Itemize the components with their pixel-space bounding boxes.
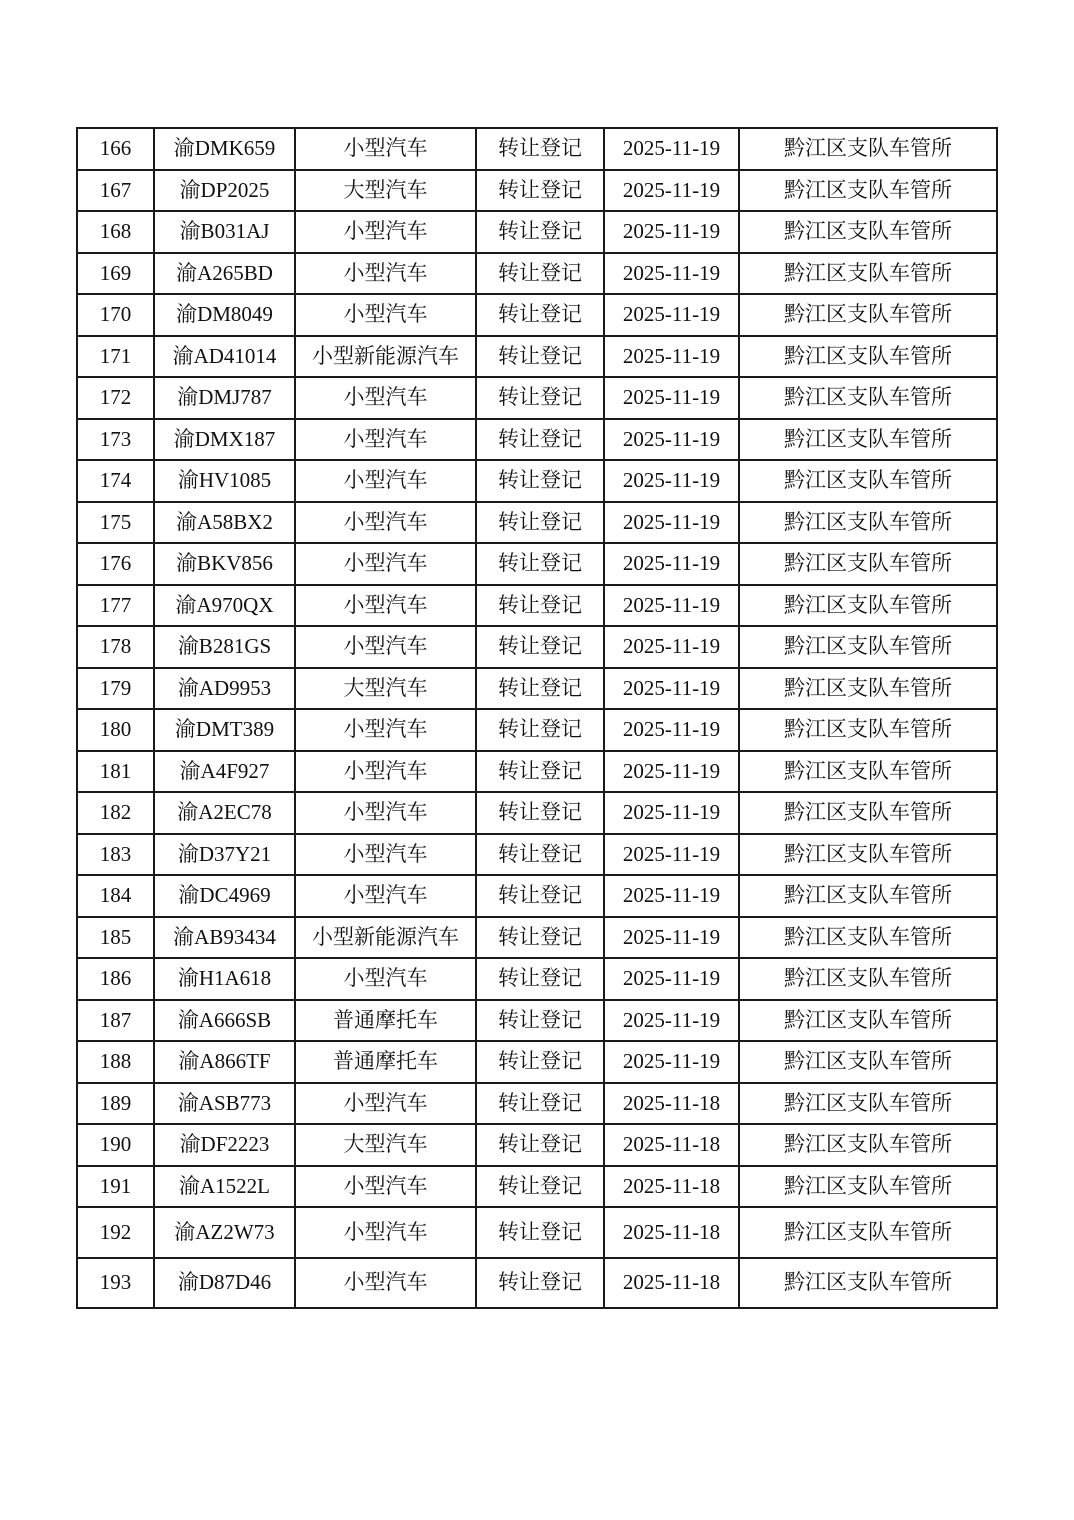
cell-plate-number: 渝HV1085 xyxy=(154,460,295,502)
cell-office: 黔江区支队车管所 xyxy=(739,626,997,668)
cell-business-type: 转让登记 xyxy=(476,875,604,917)
cell-business-type: 转让登记 xyxy=(476,626,604,668)
table-row xyxy=(77,751,997,793)
cell-business-type: 转让登记 xyxy=(476,751,604,793)
cell-date: 2025-11-19 xyxy=(604,875,739,917)
cell-vehicle-type: 小型汽车 xyxy=(295,1207,476,1258)
cell-vehicle-type: 小型汽车 xyxy=(295,128,476,170)
cell-vehicle-type: 大型汽车 xyxy=(295,170,476,212)
cell-vehicle-type: 小型汽车 xyxy=(295,834,476,876)
cell-business-type: 转让登记 xyxy=(476,958,604,1000)
cell-plate-number: 渝D87D46 xyxy=(154,1258,295,1309)
cell-office: 黔江区支队车管所 xyxy=(739,460,997,502)
cell-business-type: 转让登记 xyxy=(476,128,604,170)
cell-office: 黔江区支队车管所 xyxy=(739,377,997,419)
table-row xyxy=(77,875,997,917)
cell-business-type: 转让登记 xyxy=(476,709,604,751)
cell-vehicle-type: 小型汽车 xyxy=(295,502,476,544)
cell-office: 黔江区支队车管所 xyxy=(739,709,997,751)
cell-serial-number: 168 xyxy=(77,211,154,253)
cell-plate-number: 渝A970QX xyxy=(154,585,295,627)
cell-business-type: 转让登记 xyxy=(476,1083,604,1125)
cell-office: 黔江区支队车管所 xyxy=(739,1166,997,1208)
cell-plate-number: 渝DC4969 xyxy=(154,875,295,917)
cell-business-type: 转让登记 xyxy=(476,668,604,710)
cell-office: 黔江区支队车管所 xyxy=(739,751,997,793)
cell-plate-number: 渝AZ2W73 xyxy=(154,1207,295,1258)
table-row xyxy=(77,170,997,212)
cell-serial-number: 172 xyxy=(77,377,154,419)
cell-serial-number: 178 xyxy=(77,626,154,668)
cell-office: 黔江区支队车管所 xyxy=(739,1258,997,1309)
cell-plate-number: 渝DMJ787 xyxy=(154,377,295,419)
cell-vehicle-type: 小型汽车 xyxy=(295,377,476,419)
table-row xyxy=(77,709,997,751)
cell-plate-number: 渝DM8049 xyxy=(154,294,295,336)
cell-business-type: 转让登记 xyxy=(476,211,604,253)
cell-office: 黔江区支队车管所 xyxy=(739,419,997,461)
cell-vehicle-type: 小型汽车 xyxy=(295,958,476,1000)
cell-plate-number: 渝AB93434 xyxy=(154,917,295,959)
table-row xyxy=(77,543,997,585)
cell-office: 黔江区支队车管所 xyxy=(739,543,997,585)
cell-serial-number: 189 xyxy=(77,1083,154,1125)
cell-office: 黔江区支队车管所 xyxy=(739,211,997,253)
cell-serial-number: 191 xyxy=(77,1166,154,1208)
table-row xyxy=(77,1124,997,1166)
cell-date: 2025-11-19 xyxy=(604,253,739,295)
cell-serial-number: 187 xyxy=(77,1000,154,1042)
cell-date: 2025-11-19 xyxy=(604,751,739,793)
table-row xyxy=(77,585,997,627)
cell-serial-number: 182 xyxy=(77,792,154,834)
cell-plate-number: 渝D37Y21 xyxy=(154,834,295,876)
registration-table xyxy=(76,127,998,1309)
cell-date: 2025-11-19 xyxy=(604,128,739,170)
cell-date: 2025-11-18 xyxy=(604,1124,739,1166)
cell-business-type: 转让登记 xyxy=(476,1207,604,1258)
table-row xyxy=(77,419,997,461)
cell-business-type: 转让登记 xyxy=(476,917,604,959)
cell-business-type: 转让登记 xyxy=(476,1000,604,1042)
cell-date: 2025-11-19 xyxy=(604,709,739,751)
cell-serial-number: 184 xyxy=(77,875,154,917)
cell-vehicle-type: 小型汽车 xyxy=(295,626,476,668)
cell-business-type: 转让登记 xyxy=(476,460,604,502)
cell-vehicle-type: 小型汽车 xyxy=(295,1258,476,1309)
cell-vehicle-type: 小型汽车 xyxy=(295,585,476,627)
cell-date: 2025-11-19 xyxy=(604,336,739,378)
cell-date: 2025-11-19 xyxy=(604,170,739,212)
table-row xyxy=(77,1258,997,1309)
cell-office: 黔江区支队车管所 xyxy=(739,834,997,876)
cell-serial-number: 180 xyxy=(77,709,154,751)
cell-office: 黔江区支队车管所 xyxy=(739,1124,997,1166)
cell-business-type: 转让登记 xyxy=(476,419,604,461)
cell-date: 2025-11-19 xyxy=(604,917,739,959)
cell-office: 黔江区支队车管所 xyxy=(739,1207,997,1258)
cell-vehicle-type: 大型汽车 xyxy=(295,668,476,710)
cell-plate-number: 渝DMX187 xyxy=(154,419,295,461)
cell-date: 2025-11-18 xyxy=(604,1258,739,1309)
table-row xyxy=(77,253,997,295)
cell-vehicle-type: 小型汽车 xyxy=(295,419,476,461)
cell-serial-number: 193 xyxy=(77,1258,154,1309)
cell-office: 黔江区支队车管所 xyxy=(739,1083,997,1125)
cell-plate-number: 渝DF2223 xyxy=(154,1124,295,1166)
cell-serial-number: 167 xyxy=(77,170,154,212)
cell-office: 黔江区支队车管所 xyxy=(739,502,997,544)
cell-date: 2025-11-19 xyxy=(604,377,739,419)
table-row xyxy=(77,211,997,253)
cell-plate-number: 渝A666SB xyxy=(154,1000,295,1042)
cell-office: 黔江区支队车管所 xyxy=(739,1000,997,1042)
cell-plate-number: 渝AD41014 xyxy=(154,336,295,378)
table-row xyxy=(77,294,997,336)
table-row xyxy=(77,1083,997,1125)
cell-date: 2025-11-19 xyxy=(604,626,739,668)
cell-business-type: 转让登记 xyxy=(476,585,604,627)
cell-date: 2025-11-19 xyxy=(604,1041,739,1083)
registration-table-body xyxy=(77,128,997,1308)
table-row xyxy=(77,460,997,502)
cell-vehicle-type: 小型汽车 xyxy=(295,709,476,751)
cell-office: 黔江区支队车管所 xyxy=(739,585,997,627)
table-row xyxy=(77,502,997,544)
cell-date: 2025-11-19 xyxy=(604,294,739,336)
cell-date: 2025-11-18 xyxy=(604,1166,739,1208)
cell-office: 黔江区支队车管所 xyxy=(739,668,997,710)
cell-plate-number: 渝AD9953 xyxy=(154,668,295,710)
cell-date: 2025-11-19 xyxy=(604,211,739,253)
cell-plate-number: 渝A866TF xyxy=(154,1041,295,1083)
table-row xyxy=(77,128,997,170)
cell-business-type: 转让登记 xyxy=(476,253,604,295)
cell-plate-number: 渝B281GS xyxy=(154,626,295,668)
cell-plate-number: 渝ASB773 xyxy=(154,1083,295,1125)
cell-vehicle-type: 小型汽车 xyxy=(295,460,476,502)
table-row xyxy=(77,792,997,834)
table-row xyxy=(77,917,997,959)
cell-vehicle-type: 小型汽车 xyxy=(295,875,476,917)
cell-serial-number: 170 xyxy=(77,294,154,336)
cell-business-type: 转让登记 xyxy=(476,502,604,544)
cell-plate-number: 渝A2EC78 xyxy=(154,792,295,834)
cell-serial-number: 192 xyxy=(77,1207,154,1258)
cell-date: 2025-11-18 xyxy=(604,1207,739,1258)
cell-date: 2025-11-19 xyxy=(604,543,739,585)
cell-serial-number: 173 xyxy=(77,419,154,461)
cell-office: 黔江区支队车管所 xyxy=(739,875,997,917)
cell-plate-number: 渝A4F927 xyxy=(154,751,295,793)
cell-date: 2025-11-19 xyxy=(604,585,739,627)
cell-vehicle-type: 普通摩托车 xyxy=(295,1041,476,1083)
cell-date: 2025-11-18 xyxy=(604,1083,739,1125)
cell-serial-number: 181 xyxy=(77,751,154,793)
table-row xyxy=(77,834,997,876)
cell-serial-number: 183 xyxy=(77,834,154,876)
cell-serial-number: 190 xyxy=(77,1124,154,1166)
cell-serial-number: 179 xyxy=(77,668,154,710)
cell-plate-number: 渝A1522L xyxy=(154,1166,295,1208)
table-row xyxy=(77,1041,997,1083)
cell-date: 2025-11-19 xyxy=(604,502,739,544)
table-row xyxy=(77,668,997,710)
cell-vehicle-type: 小型汽车 xyxy=(295,543,476,585)
cell-business-type: 转让登记 xyxy=(476,792,604,834)
table-row xyxy=(77,958,997,1000)
cell-serial-number: 188 xyxy=(77,1041,154,1083)
cell-serial-number: 171 xyxy=(77,336,154,378)
cell-office: 黔江区支队车管所 xyxy=(739,253,997,295)
cell-date: 2025-11-19 xyxy=(604,958,739,1000)
cell-plate-number: 渝H1A618 xyxy=(154,958,295,1000)
cell-office: 黔江区支队车管所 xyxy=(739,1041,997,1083)
cell-vehicle-type: 小型汽车 xyxy=(295,211,476,253)
cell-serial-number: 174 xyxy=(77,460,154,502)
table-row xyxy=(77,1207,997,1258)
cell-date: 2025-11-19 xyxy=(604,792,739,834)
cell-business-type: 转让登记 xyxy=(476,377,604,419)
cell-vehicle-type: 小型新能源汽车 xyxy=(295,336,476,378)
cell-business-type: 转让登记 xyxy=(476,1166,604,1208)
cell-vehicle-type: 小型汽车 xyxy=(295,792,476,834)
cell-plate-number: 渝B031AJ xyxy=(154,211,295,253)
cell-date: 2025-11-19 xyxy=(604,834,739,876)
cell-plate-number: 渝BKV856 xyxy=(154,543,295,585)
cell-office: 黔江区支队车管所 xyxy=(739,792,997,834)
cell-business-type: 转让登记 xyxy=(476,1041,604,1083)
cell-serial-number: 186 xyxy=(77,958,154,1000)
cell-business-type: 转让登记 xyxy=(476,543,604,585)
cell-vehicle-type: 小型汽车 xyxy=(295,1083,476,1125)
cell-plate-number: 渝DMK659 xyxy=(154,128,295,170)
cell-plate-number: 渝DMT389 xyxy=(154,709,295,751)
cell-business-type: 转让登记 xyxy=(476,336,604,378)
cell-plate-number: 渝A265BD xyxy=(154,253,295,295)
cell-plate-number: 渝A58BX2 xyxy=(154,502,295,544)
cell-vehicle-type: 小型汽车 xyxy=(295,1166,476,1208)
cell-date: 2025-11-19 xyxy=(604,668,739,710)
cell-serial-number: 169 xyxy=(77,253,154,295)
cell-date: 2025-11-19 xyxy=(604,460,739,502)
table-row xyxy=(77,626,997,668)
cell-vehicle-type: 小型汽车 xyxy=(295,751,476,793)
cell-vehicle-type: 大型汽车 xyxy=(295,1124,476,1166)
table-row xyxy=(77,336,997,378)
cell-business-type: 转让登记 xyxy=(476,170,604,212)
cell-date: 2025-11-19 xyxy=(604,419,739,461)
cell-serial-number: 177 xyxy=(77,585,154,627)
cell-serial-number: 176 xyxy=(77,543,154,585)
cell-serial-number: 175 xyxy=(77,502,154,544)
cell-office: 黔江区支队车管所 xyxy=(739,170,997,212)
cell-business-type: 转让登记 xyxy=(476,1124,604,1166)
cell-business-type: 转让登记 xyxy=(476,294,604,336)
cell-business-type: 转让登记 xyxy=(476,834,604,876)
cell-vehicle-type: 普通摩托车 xyxy=(295,1000,476,1042)
cell-office: 黔江区支队车管所 xyxy=(739,917,997,959)
cell-office: 黔江区支队车管所 xyxy=(739,128,997,170)
cell-vehicle-type: 小型汽车 xyxy=(295,294,476,336)
cell-plate-number: 渝DP2025 xyxy=(154,170,295,212)
table-row xyxy=(77,1000,997,1042)
cell-date: 2025-11-19 xyxy=(604,1000,739,1042)
table-row xyxy=(77,377,997,419)
cell-office: 黔江区支队车管所 xyxy=(739,294,997,336)
cell-serial-number: 185 xyxy=(77,917,154,959)
cell-vehicle-type: 小型汽车 xyxy=(295,253,476,295)
cell-office: 黔江区支队车管所 xyxy=(739,336,997,378)
table-row xyxy=(77,1166,997,1208)
cell-business-type: 转让登记 xyxy=(476,1258,604,1309)
cell-office: 黔江区支队车管所 xyxy=(739,958,997,1000)
cell-serial-number: 166 xyxy=(77,128,154,170)
cell-vehicle-type: 小型新能源汽车 xyxy=(295,917,476,959)
